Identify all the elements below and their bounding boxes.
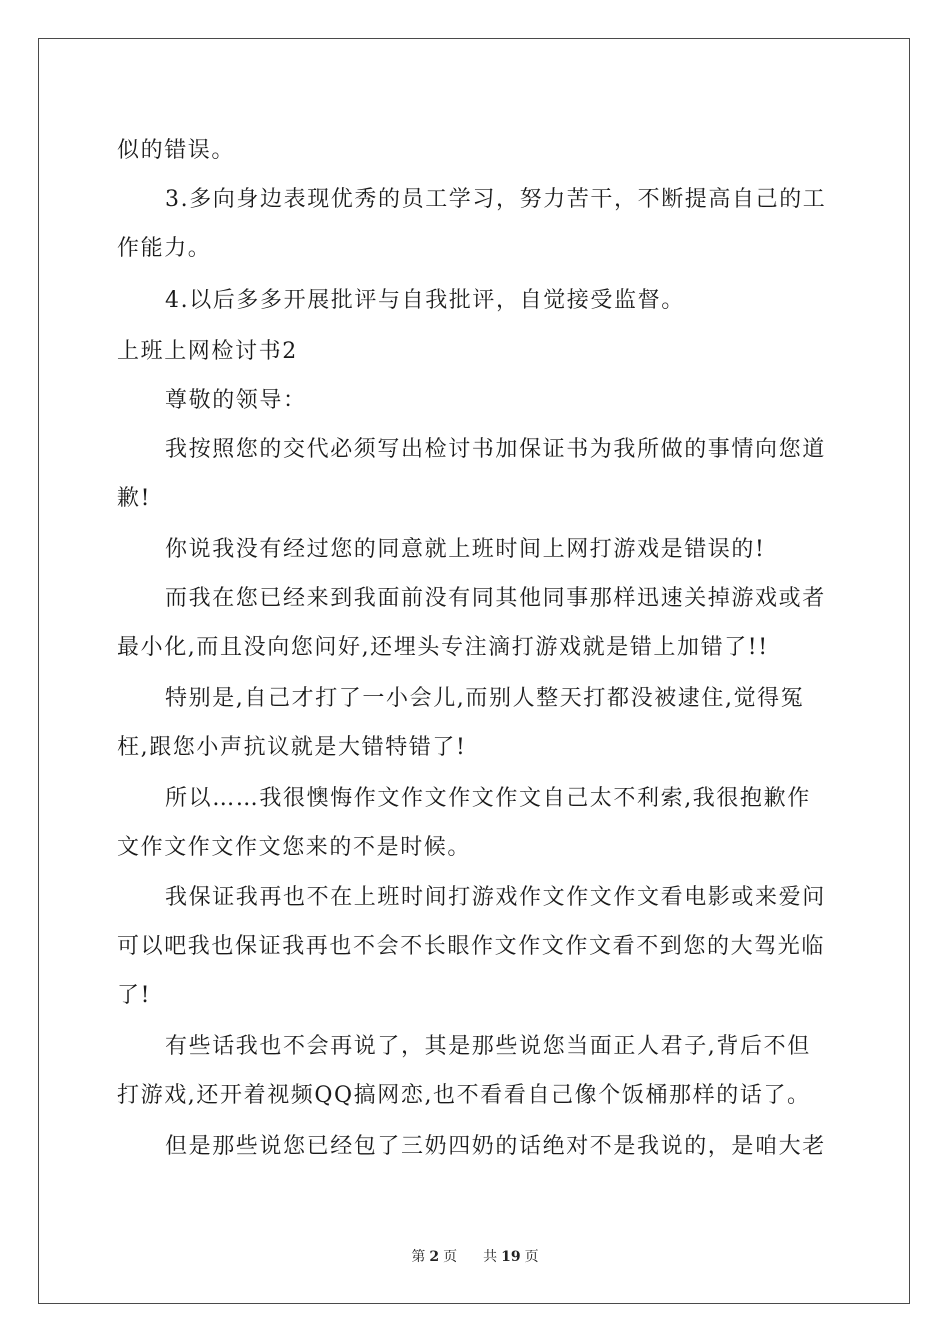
total-suffix: 页 bbox=[524, 1249, 539, 1265]
text-line: 歉! bbox=[117, 486, 152, 511]
text-line: 最小化,而且没向您问好,还埋头专注滴打游戏就是错上加错了!! bbox=[117, 635, 769, 660]
salutation: 尊敬的领导： bbox=[165, 388, 307, 413]
text-line: 我保证我再也不在上班时间打游戏作文作文作文看电影或来爱问 bbox=[165, 885, 826, 910]
text-line: 枉,跟您小声抗议就是大错特错了! bbox=[117, 735, 467, 760]
text-line: 了! bbox=[117, 983, 152, 1008]
list-item-4: 4.以后多多开展批评与自我批评，自觉接受监督。 bbox=[165, 288, 685, 313]
total-pages: 19 bbox=[501, 1249, 521, 1265]
total-prefix: 共 bbox=[483, 1249, 498, 1265]
text-line: 特别是,自己才打了一小会儿,而别人整天打都没被逮住,觉得冤 bbox=[165, 686, 805, 711]
text-line: 文作文作文作文您来的不是时候。 bbox=[117, 835, 472, 860]
page-indicator bbox=[409, 1249, 459, 1265]
total-pages-indicator bbox=[481, 1249, 540, 1265]
page-suffix: 页 bbox=[443, 1249, 458, 1265]
section-heading: 上班上网检讨书2 bbox=[117, 339, 298, 364]
text-line: 有些话我也不会再说了，其是那些说您当面正人君子,背后不但 bbox=[165, 1034, 811, 1059]
text-line: 而我在您已经来到我面前没有同其他同事那样迅速关掉游戏或者 bbox=[165, 586, 826, 611]
list-item-3: 3.多向身边表现优秀的员工学习，努力苦干，不断提高自己的工 bbox=[165, 187, 827, 212]
page-footer bbox=[0, 1248, 950, 1266]
page-number: 2 bbox=[429, 1249, 440, 1265]
text-line: 我按照您的交代必须写出检讨书加保证书为我所做的事情向您道 bbox=[165, 437, 826, 462]
page-prefix: 第 bbox=[411, 1249, 426, 1265]
text-line: 作能力。 bbox=[117, 236, 212, 261]
text-line: 你说我没有经过您的同意就上班时间上网打游戏是错误的! bbox=[165, 537, 766, 562]
text-line: 打游戏,还开着视频QQ搞网恋,也不看看自己像个饭桶那样的话了。 bbox=[117, 1083, 811, 1108]
text-line: 似的错误。 bbox=[117, 138, 236, 163]
page-frame bbox=[38, 38, 910, 1304]
text-line: 所以……我很懊悔作文作文作文作文自己太不利索,我很抱歉作 bbox=[165, 786, 811, 811]
text-line: 但是那些说您已经包了三奶四奶的话绝对不是我说的，是咱大老 bbox=[165, 1134, 826, 1159]
text-line: 可以吧我也保证我再也不会不长眼作文作文作文看不到您的大驾光临 bbox=[117, 934, 826, 959]
